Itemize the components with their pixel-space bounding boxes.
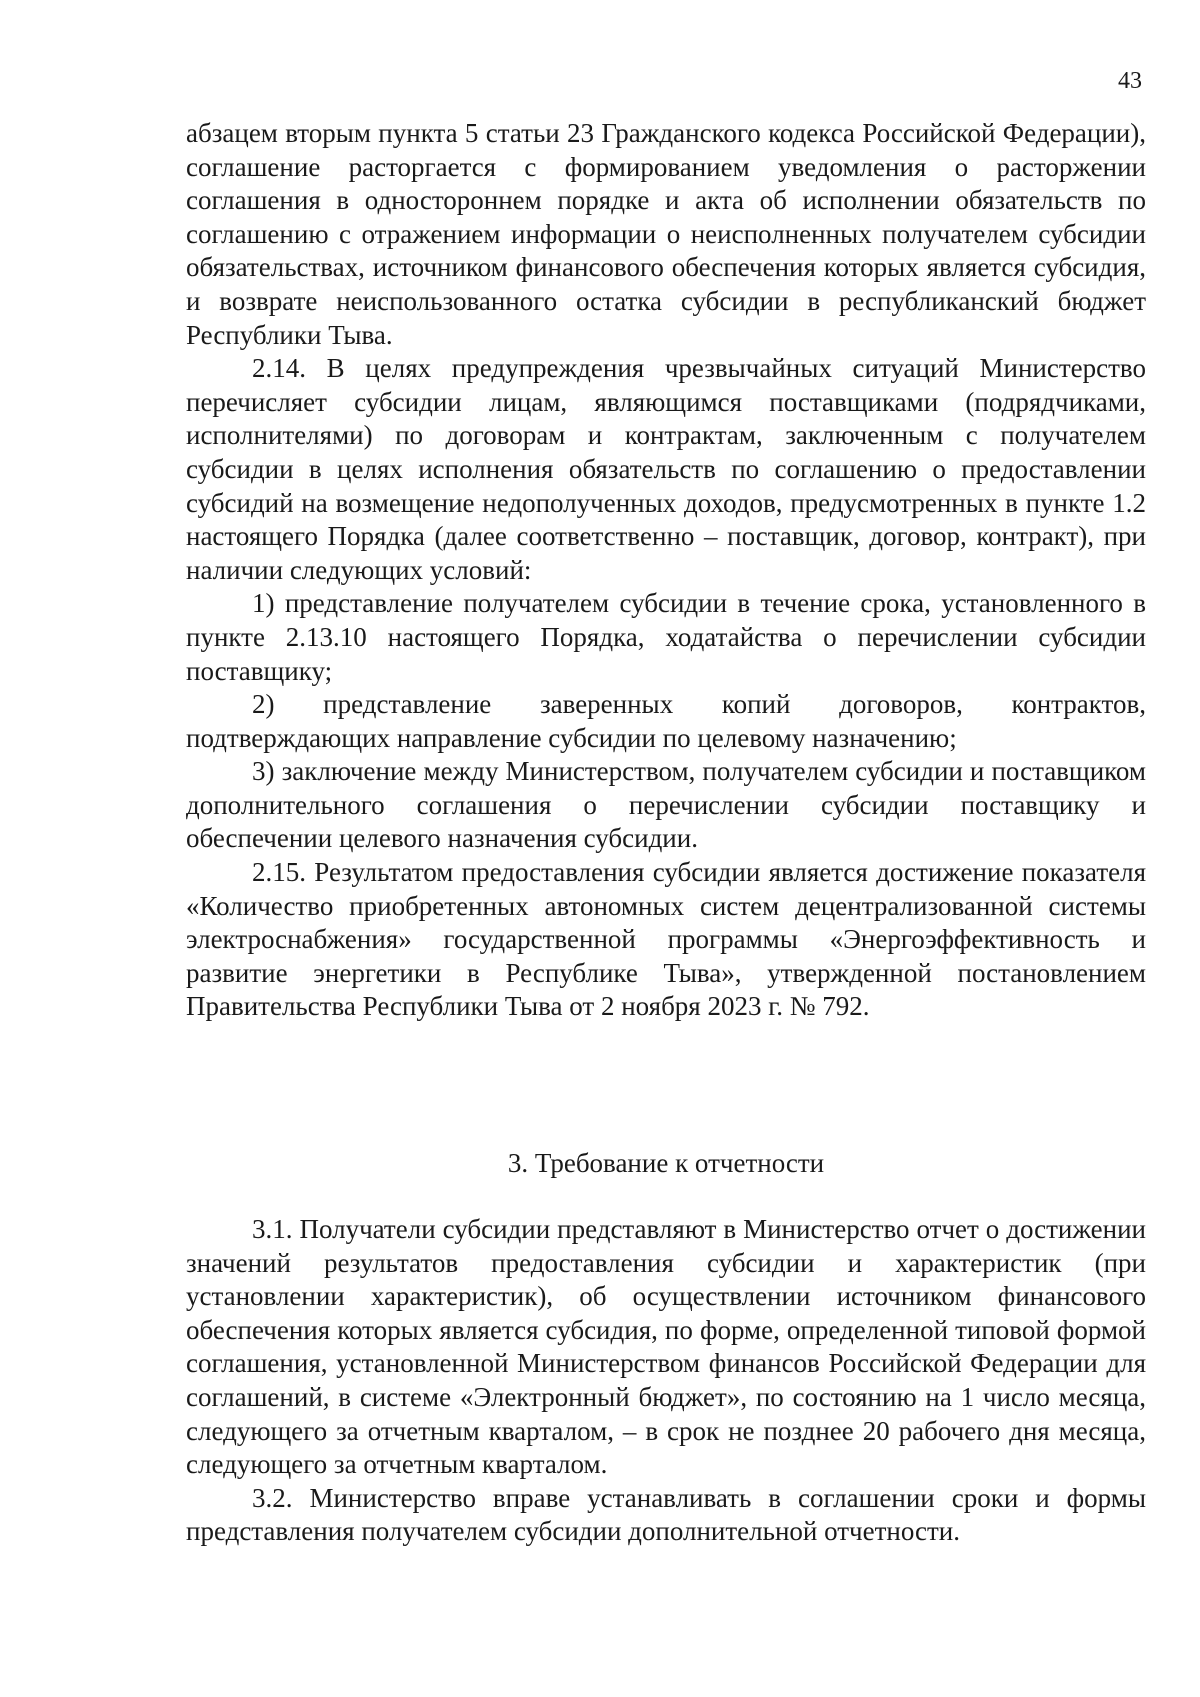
paragraph-2-15: 2.15. Результатом предоставления субсидии является достижение показателя «Количество приобретенных автономных систем децентрализованной системы электроснабжения» государственной программы «Энергоэффективность и развитие энергетики в Республике Тыва», утвержденной постановлением Правительства Республики Тыва от 2 ноября 2023 г. № 792. xyxy=(186,857,1146,1022)
body-text-top xyxy=(186,117,1146,1024)
body-text-section-3 xyxy=(186,1213,1146,1549)
paragraph-3-2: 3.2. Министерство вправе устанавливать в соглашении сроки и формы представления получателем субсидии дополнительной отчетности. xyxy=(186,1482,1146,1547)
page-number: 43 xyxy=(1118,68,1142,94)
list-item-3: 3) заключение между Министерством, получателем субсидии и поставщиком дополнительного соглашения о перечислении субсидии поставщику и обеспечении целевого назначения субсидии. xyxy=(186,756,1146,854)
list-item-2: 2) представление заверенных копий договоров, контрактов, подтверждающих направление субсидии по целевому назначению; xyxy=(186,689,1146,753)
paragraph-2-14: 2.14. В целях предупреждения чрезвычайных ситуаций Министерство перечисляет субсидии лицам, являющимся поставщиками (подрядчиками, исполнителями) по договорам и контрактам, заключенным с получателем субсидии в целях исполнения обязательств по соглашению о предоставлении субсидий на возмещение недополученных доходов, предусмотренных в пункте 1.2 настоящего Порядка (далее соответственно – поставщик, договор, контракт), при наличии следующих условий: xyxy=(186,353,1146,585)
section-heading: 3. Требование к отчетности xyxy=(507,1148,825,1178)
paragraph-continuation: абзацем вторым пункта 5 статьи 23 Гражданского кодекса Российской Федерации), соглашение расторгается с формированием уведомления о расторжении соглашения в одностороннем порядке и акта об исполнении обязательств по соглашению с отражением информации о неисполненных получателем субсидии обязательствах, источником финансового обеспечения которых является субсидия, и возврате неиспользованного остатка субсидии в республиканский бюджет Республики Тыва. xyxy=(186,118,1146,350)
list-item-1: 1) представление получателем субсидии в течение срока, установленного в пункте 2.13.10 настоящего Порядка, ходатайства о перечислении субсидии поставщику; xyxy=(186,588,1146,686)
paragraph-3-1: 3.1. Получатели субсидии представляют в Министерство отчет о достижении значений результатов предоставления субсидии и характеристик (при установлении характеристик), об осуществлении источником финансового обеспечения которых является субсидия, по форме, определенной типовой формой соглашения, установленной Министерством финансов Российской Федерации для соглашений, в системе «Электронный бюджет», по состоянию на 1 число месяца, следующего за отчетным кварталом, – в срок не позднее 20 рабочего дня месяца, следующего за отчетным кварталом. xyxy=(186,1214,1146,1480)
